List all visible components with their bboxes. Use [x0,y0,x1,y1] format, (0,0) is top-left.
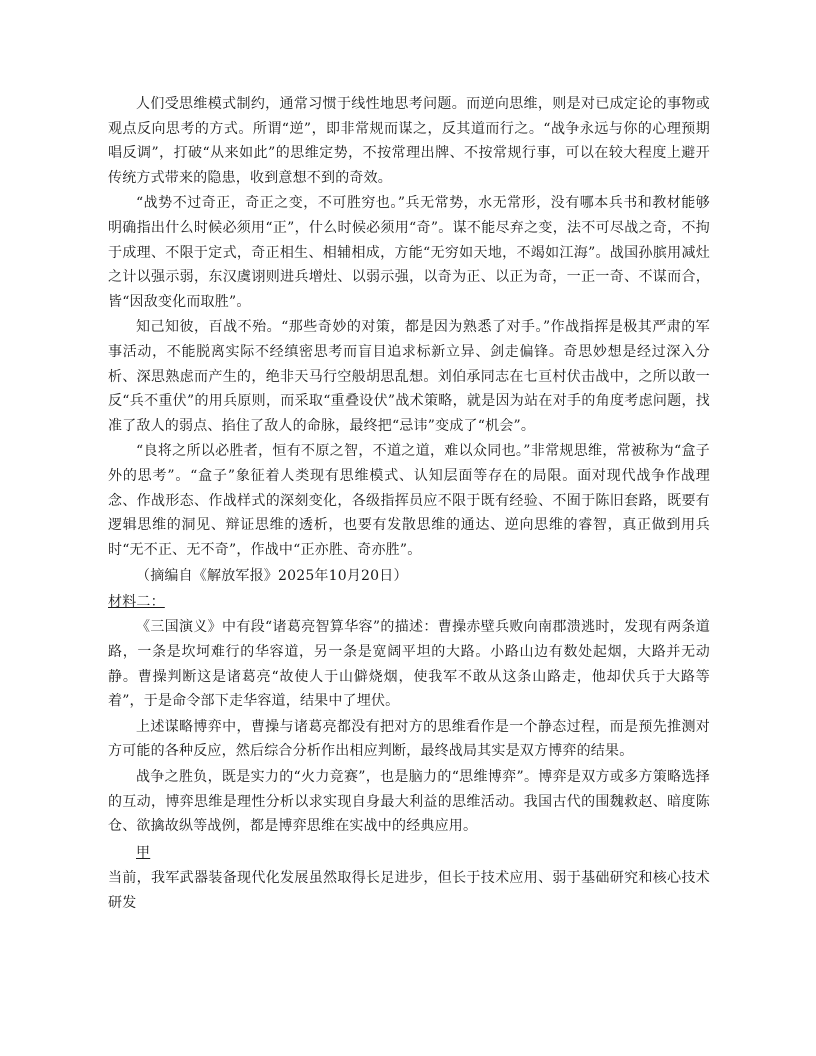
material2-paragraph-3: 战争之胜负，既是实力的“火力竞赛”，也是脑力的“思维博弈”。博弈是双方或多方策略选择的互动，博弈思维是理性分析以求实现自身最大利益的思维活动。我国古代的围魏救赵、暗度陈仓、欲擒故纵等战例，都是博弈思维在实战中的经典应用。 [108,769,710,835]
material1-paragraph-4: “良将之所以必胜者，恒有不原之智，不道之道，难以众同也。”非常规思维，常被称为“盒子外的思考”。“盒子”象征着人类现有思维模式、认知层面等存在的局限。面对现代战争作战理念、作战形态、作战样式的深刻变化，各级指挥员应不限于既有经验、不囿于陈旧套路，既要有逻辑思维的洞见、辩证思维的透析，也要有发散思维的通达、逆向思维的睿智，真正做到用兵时“无不正、无不奇”，作战中“正亦胜、奇亦胜”。 [108,443,710,558]
material1-paragraph-1: 人们受思维模式制约，通常习惯于线性地思考问题。而逆向思维，则是对已成定论的事物或观点反向思考的方式。所谓“逆”，即非常规而谋之，反其道而行之。“战争永远与你的心理预期唱反调”，打破“从来如此”的思维定势，不按常理出牌、不按常规行事，可以在较大程度上避开传统方式带来的隐患，收到意想不到的奇效。 [108,96,710,186]
material1-paragraph-2: “战势不过奇正，奇正之变，不可胜穷也。”兵无常势，水无常形，没有哪本兵书和教材能够明确指出什么时候必须用“正”，什么时候必须用“奇”。谋不能尽弃之变，法不可尽战之奇，不拘于成理、不限于定式，奇正相生、相辅相成，方能“无穷如天地，不竭如江海”。战国孙膑用减灶之计以强示弱，东汉虞诩则进兵增灶、以弱示强，以奇为正、以正为奇，一正一奇、不谋而合，皆“因敌变化而取胜”。 [108,195,710,310]
blank-label-jia: 甲 [136,844,151,861]
material1-paragraph-3: 知己知彼，百战不殆。“那些奇妙的对策，都是因为熟悉了对手。”作战指挥是极其严肃的军事活动，不能脱离实际不经缜密思考而盲目追求标新立异、剑走偏锋。奇思妙想是经过深入分析、深思熟虑而产生的，绝非天马行空般胡思乱想。刘伯承同志在七亘村伏击战中，之所以敢一反“兵不重伏”的用兵原则，而采取“重叠设伏”战术策略，就是因为站在对手的角度考虑问题，找准了敌人的弱点、掐住了敌人的命脉，最终把“忌讳”变成了“机会”。 [108,319,710,434]
source-citation: （摘编自《解放军报》2025年10月20日） [136,568,408,585]
material2-paragraph-2: 上述谋略博弈中，曹操与诸葛亮都没有把对方的思维看作是一个静态过程，而是预先推测对方可能的各种反应，然后综合分析作出相应判断，最终战局其实是双方博弈的结果。 [108,718,710,760]
material2-paragraph-1: 《三国演义》中有段“诸葛亮智算华容”的描述：曹操赤壁兵败向南郡溃逃时，发现有两条道路，一条是坎坷难行的华容道，另一条是宽阔平坦的大路。小路山边有数处起烟，大路并无动静。曹操判断这是诸葛亮“故使人于山僻烧烟，使我军不敢从这条山路走，他却伏兵于大路等着”，于是命令部下走华容道，结果中了埋伏。 [108,619,710,710]
material2-heading: 材料二： [108,593,165,610]
document-body [108,92,710,916]
material2-paragraph-4: 当前，我军武器装备现代化发展虽然取得长足进步，但长于技术应用、弱于基础研究和核心技术研发 [108,870,710,911]
